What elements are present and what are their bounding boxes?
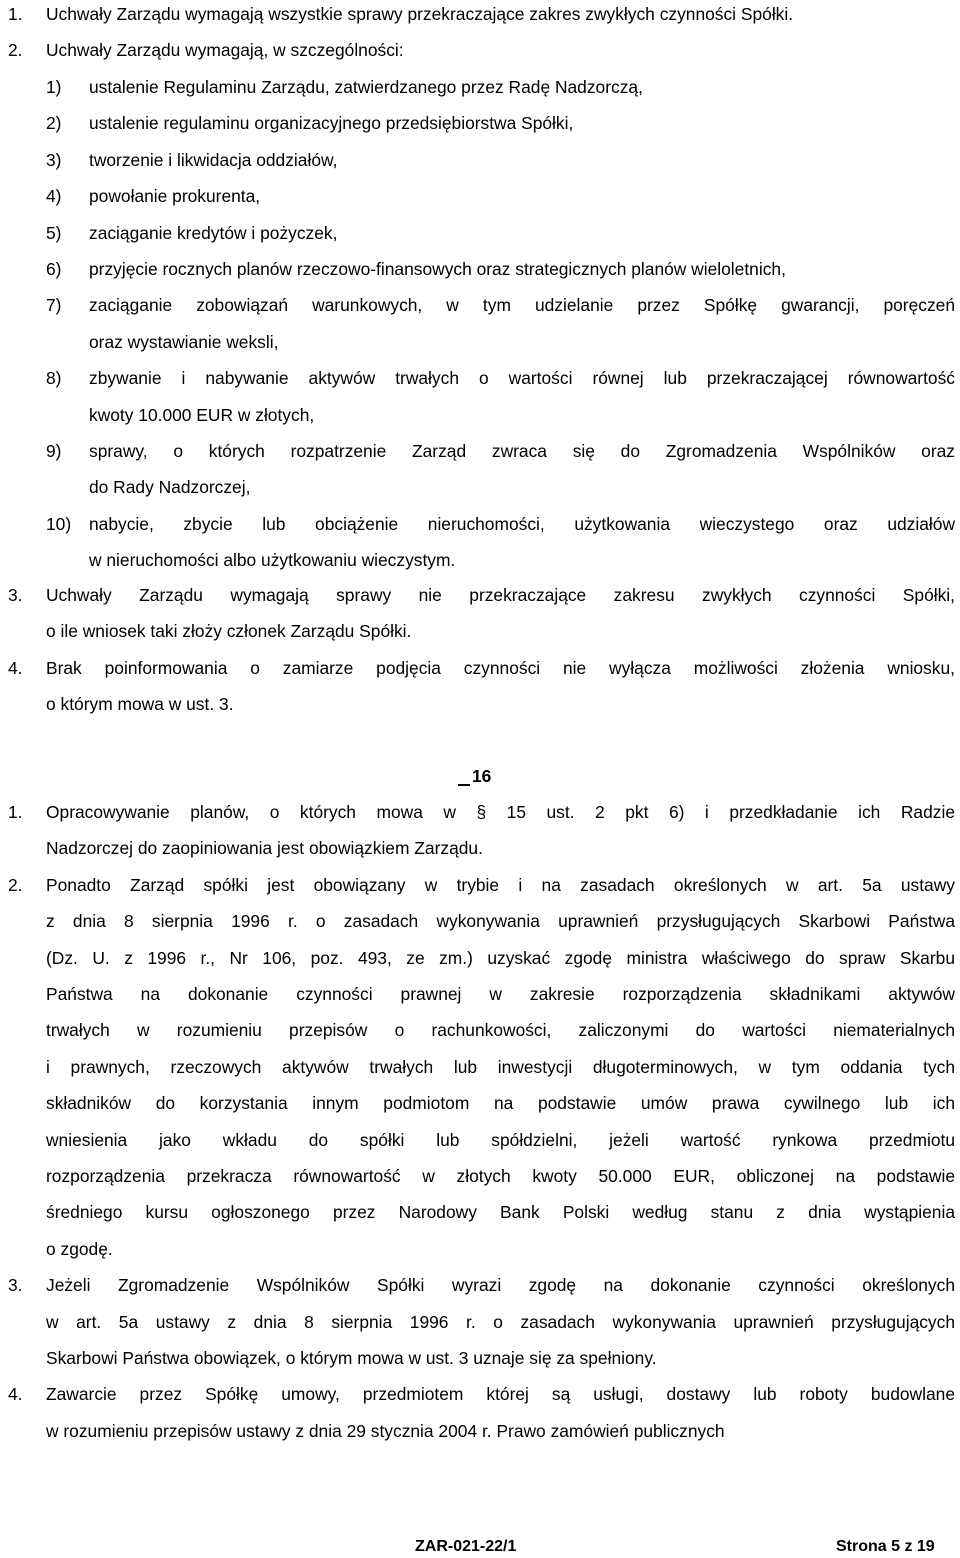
item-text-line: i prawnych, rzeczowych aktywów trwałych lub inwestycji długoterminowych, w tym oddania tych: [46, 1056, 955, 1077]
item-text-line: Zawarcie przez Spółkę umowy, przedmiotem której są usługi, dostawy lub roboty budowlane: [46, 1384, 955, 1405]
item-text-line: ustalenie regulaminu organizacyjnego przedsiębiorstwa Spółki,: [89, 113, 574, 134]
item-number: 6): [46, 259, 62, 279]
item-number: 3.: [8, 585, 23, 605]
item-text-line: średniego kursu ogłoszonego przez Narodowy Bank Polski według stanu z dnia wystąpienia: [46, 1202, 955, 1223]
item-number: 1): [46, 77, 62, 97]
item-number: 2.: [8, 874, 23, 895]
item-text-line: w art. 5a ustawy z dnia 8 sierpnia 1996 r. o zasadach wykonywania uprawnień przysługujących: [46, 1311, 955, 1332]
item-text-line: tworzenie i likwidacja oddziałów,: [89, 149, 338, 170]
item-text-line: ustalenie Regulaminu Zarządu, zatwierdzanego przez Radę Nadzorczą,: [89, 77, 643, 97]
item-text-line: Brak poinformowania o zamiarze podjęcia czynności nie wyłącza możliwości złożenia wniosku,: [46, 657, 955, 678]
item-text-line: powołanie prokurenta,: [89, 186, 261, 207]
item-text-line: Nadzorczej do zaopiniowania jest obowiązkiem Zarządu.: [46, 838, 483, 859]
item-text-line: oraz wystawianie weksli,: [89, 331, 279, 352]
item-text-line: sprawy, o których rozpatrzenie Zarząd zwraca się do Zgromadzenia Wspólników oraz: [89, 441, 955, 461]
item-text-line: rozporządzenia przekracza równowartość w złotych kwoty 50.000 EUR, obliczonej na podstawie: [46, 1166, 955, 1186]
item-text-line: trwałych w rozumieniu przepisów o rachunkowości, zaliczonymi do wartości niematerialnych: [46, 1020, 955, 1041]
item-number: 4.: [8, 657, 23, 678]
item-text-line: Uchwały Zarządu wymagają, w szczególności:: [46, 40, 404, 61]
item-text-line: z dnia 8 sierpnia 1996 r. o zasadach wykonywania uprawnień przysługujących Skarbowi Państwa: [46, 911, 955, 932]
item-text-line: zbywanie i nabywanie aktywów trwałych o wartości równej lub przekraczającej równowartość: [89, 368, 955, 389]
item-text-line: o którym mowa w ust. 3.: [46, 694, 234, 715]
item-text-line: nabycie, zbycie lub obciążenie nieruchomości, użytkowania wieczystego oraz udziałów: [89, 513, 955, 534]
footer-page-number: Strona 5 z 19: [836, 1538, 935, 1555]
item-number: 3): [46, 149, 62, 170]
item-text-line: Ponadto Zarząd spółki jest obowiązany w trybie i na zasadach określonych w art. 5a ustawy: [46, 874, 955, 895]
item-number: 9): [46, 441, 62, 461]
item-number: 5): [46, 222, 62, 243]
item-text-line: o ile wniosek taki złoży członek Zarządu Spółki.: [46, 621, 412, 642]
item-number: 2): [46, 113, 62, 134]
item-text-line: Jeżeli Zgromadzenie Wspólników Spółki wyrazi zgodę na dokonanie czynności określonych: [46, 1275, 955, 1296]
item-text-line: (Dz. U. z 1996 r., Nr 106, poz. 493, ze zm.) uzyskać zgodę ministra właściwego do spraw Skarbu: [46, 947, 955, 968]
item-number: 1.: [8, 802, 23, 822]
item-number: 4.: [8, 1384, 23, 1405]
item-number: 3.: [8, 1275, 23, 1296]
item-text-line: Opracowywanie planów, o których mowa w § 15 ust. 2 pkt 6) i przedkładanie ich Radzie: [46, 802, 955, 822]
section-heading: [458, 764, 518, 788]
item-number: 2.: [8, 40, 23, 61]
item-text-line: przyjęcie rocznych planów rzeczowo-finansowych oraz strategicznych planów wieloletnich,: [89, 259, 786, 279]
item-number: 4): [46, 186, 62, 207]
item-text-line: zaciąganie zobowiązań warunkowych, w tym udzielanie przez Spółkę gwarancji, poręczeń: [89, 295, 955, 316]
item-number: 8): [46, 368, 62, 389]
item-text-line: do Rady Nadzorczej,: [89, 477, 251, 498]
item-text-line: składników do korzystania innym podmiotom na podstawie umów prawa cywilnego lub ich: [46, 1093, 955, 1114]
item-text-line: wniesienia jako wkładu do spółki lub spółdzielni, jeżeli wartość rynkowa przedmiotu: [46, 1129, 955, 1150]
section-number: 16: [472, 766, 492, 786]
item-number: 10): [46, 513, 72, 534]
item-text-line: Państwa na dokonanie czynności prawnej w zakresie rozporządzenia składnikami aktywów: [46, 984, 955, 1004]
item-text-line: w nieruchomości albo użytkowaniu wieczystym.: [89, 550, 456, 571]
item-text-line: Uchwały Zarządu wymagają sprawy nie przekraczające zakresu zwykłych czynności Spółki,: [46, 585, 955, 605]
footer-doc-code: ZAR-021-22/1: [415, 1538, 517, 1555]
item-number: 7): [46, 295, 62, 316]
item-number: 1.: [8, 4, 23, 24]
item-text-line: Skarbowi Państwa obowiązek, o którym mowa w ust. 3 uznaje się za spełniony.: [46, 1348, 657, 1368]
section-sign-icon: [458, 764, 472, 788]
item-text-line: zaciąganie kredytów i pożyczek,: [89, 222, 338, 243]
item-text-line: o zgodę.: [46, 1238, 113, 1259]
item-text-line: kwoty 10.000 EUR w złotych,: [89, 404, 315, 425]
item-text-line: Uchwały Zarządu wymagają wszystkie sprawy przekraczające zakres zwykłych czynności Spółki.: [46, 4, 794, 24]
item-text-line: w rozumieniu przepisów ustawy z dnia 29 stycznia 2004 r. Prawo zamówień publicznych: [46, 1420, 725, 1441]
